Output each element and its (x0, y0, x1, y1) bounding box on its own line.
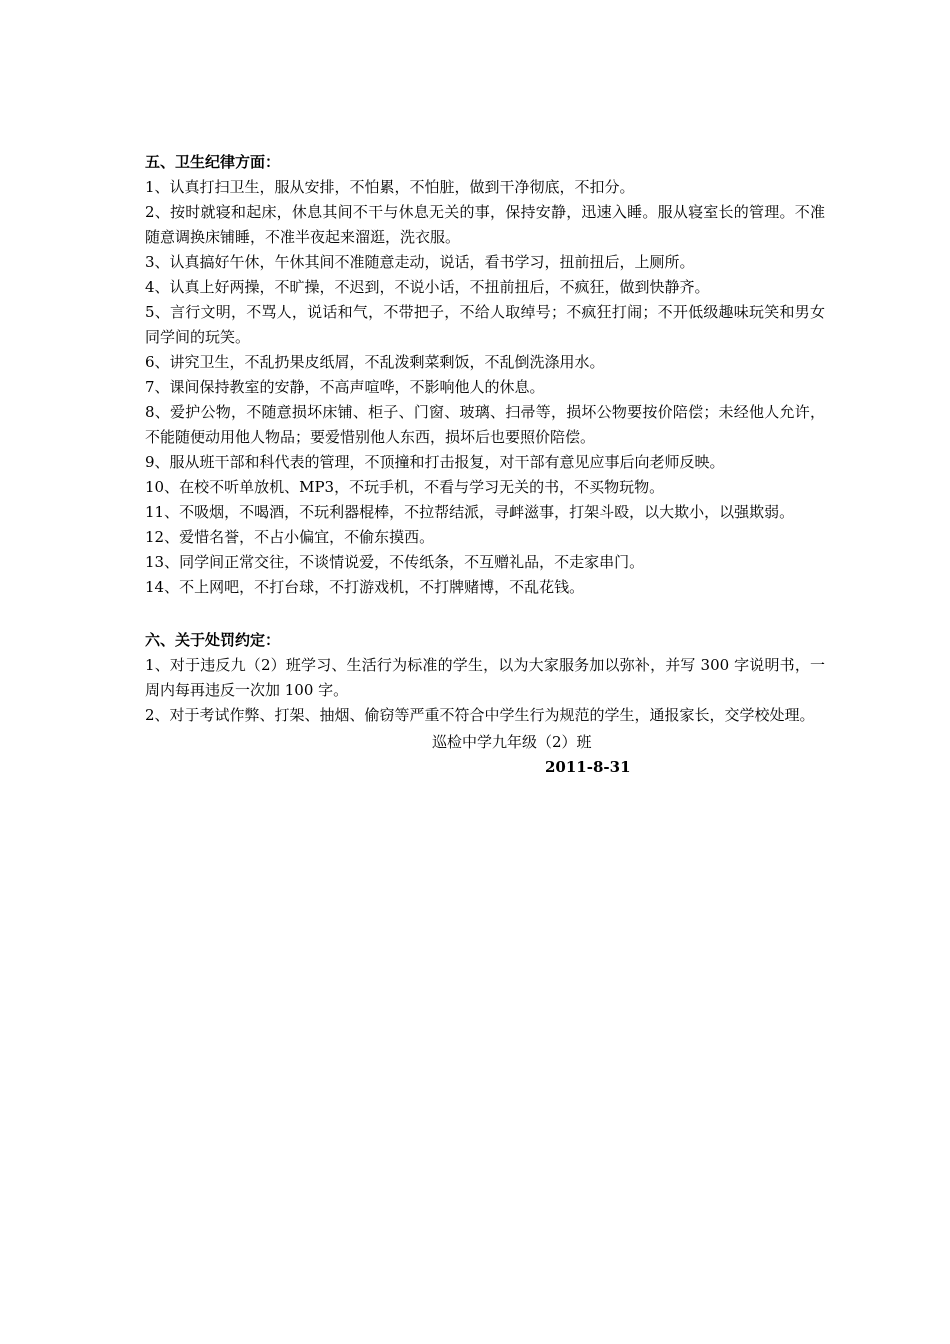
rule-item: 5、言行文明，不骂人，说话和气，不带把子，不给人取绰号；不疯狂打闹；不开低级趣味玩笑和男女同学间的玩笑。 (145, 303, 825, 346)
rule-item: 1、认真打扫卫生，服从安排，不怕累，不怕脏，做到干净彻底，不扣分。 (145, 178, 635, 196)
penalty-item: 2、对于考试作弊、打架、抽烟、偷窃等严重不符合中学生行为规范的学生，通报家长，交学校处理。 (145, 706, 815, 724)
section-heading: 六、关于处罚约定： (145, 631, 281, 649)
section-penalties (145, 628, 825, 728)
rule-item: 14、不上网吧，不打台球，不打游戏机，不打牌赌博，不乱花钱。 (145, 578, 585, 596)
rule-item: 4、认真上好两操，不旷操，不迟到，不说小话，不扭前扭后，不疯狂，做到快静齐。 (145, 278, 710, 296)
rule-item: 2、按时就寝和起床，休息其间不干与休息无关的事，保持安静，迅速入睡。服从寝室长的管理。不准随意调换床铺睡，不准半夜起来溜逛，洗衣服。 (145, 203, 825, 246)
signature-block (145, 730, 825, 780)
rule-item: 12、爱惜名誉，不占小偏宜，不偷东摸西。 (145, 528, 435, 546)
section-heading: 五、卫生纪律方面： (145, 153, 281, 171)
rule-item: 13、同学间正常交往，不谈情说爱，不传纸条，不互赠礼品，不走家串门。 (145, 553, 645, 571)
signature-date: 2011-8-31 (545, 758, 631, 776)
rule-item: 8、爱护公物，不随意损坏床铺、柜子、门窗、玻璃、扫帚等，损坏公物要按价陪偿；未经他人允许，不能随便动用他人物品；要爱惜别他人东西，损坏后也要照价陪偿。 (145, 403, 825, 446)
section-hygiene-discipline (145, 150, 825, 600)
rule-item: 9、服从班干部和科代表的管理，不顶撞和打击报复，对干部有意见应事后向老师反映。 (145, 453, 725, 471)
rule-item: 10、在校不听单放机、MP3，不玩手机，不看与学习无关的书，不买物玩物。 (145, 478, 665, 496)
rule-item: 11、不吸烟，不喝酒，不玩利器棍棒，不拉帮结派，寻衅滋事，打架斗殴，以大欺小，以强欺弱。 (145, 503, 795, 521)
rule-item: 6、讲究卫生，不乱扔果皮纸屑，不乱泼剩菜剩饭，不乱倒洗涤用水。 (145, 353, 605, 371)
rule-item: 3、认真搞好午休，午休其间不准随意走动，说话，看书学习，扭前扭后，上厕所。 (145, 253, 695, 271)
rule-item: 7、课间保持教室的安静，不高声喧哗，不影响他人的休息。 (145, 378, 545, 396)
document-page (145, 150, 825, 780)
penalty-item: 1、对于违反九（2）班学习、生活行为标准的学生，以为大家服务加以弥补，并写 300 字说明书，一周内每再违反一次加 100 字。 (145, 656, 825, 699)
signature-school: 巡检中学九年级（2）班 (432, 733, 592, 751)
